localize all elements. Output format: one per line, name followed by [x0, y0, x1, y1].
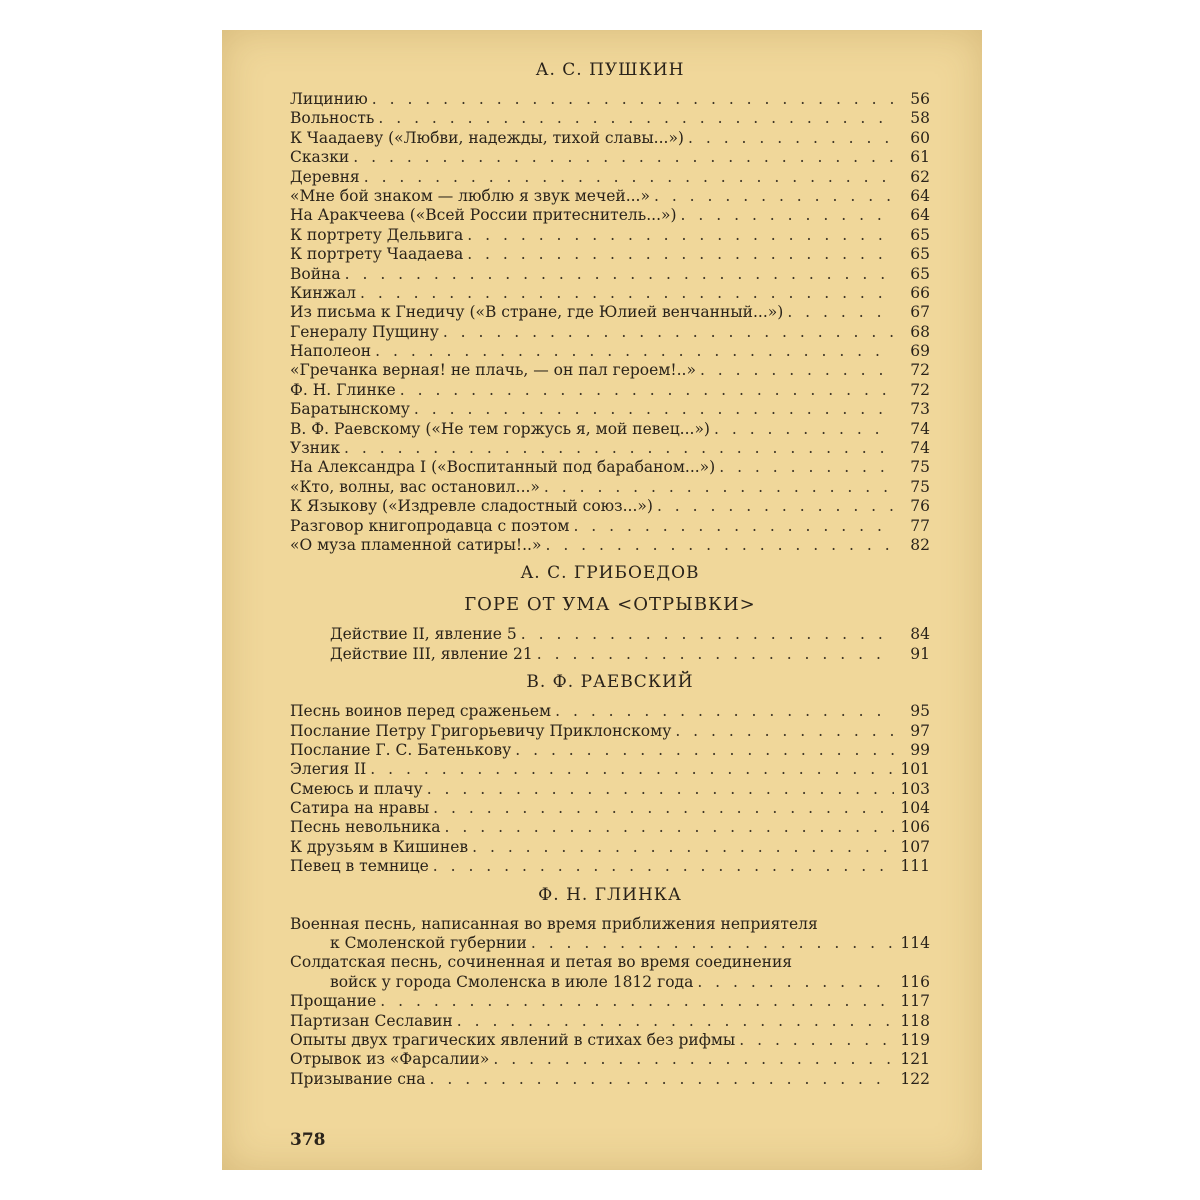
toc-entry — [290, 497, 930, 516]
leader-dots — [515, 741, 894, 760]
leader-dots — [681, 206, 894, 225]
toc-entry — [290, 741, 930, 760]
entry-title: «Кто, волны, вас остановил...» — [290, 477, 540, 496]
leader-dots — [433, 857, 894, 876]
entry-page: 114 — [900, 934, 930, 953]
toc-entry — [290, 645, 930, 664]
entry-title: Опыты двух трагических явлений в стихах без рифмы — [290, 1031, 736, 1049]
toc-entry — [290, 458, 930, 477]
toc-entry — [290, 992, 930, 1011]
toc-entry — [290, 90, 930, 109]
toc-entry — [290, 361, 930, 380]
toc-entry — [290, 702, 930, 721]
section-heading: А. С. ПУШКИН — [535, 60, 685, 80]
leader-dots — [360, 284, 894, 303]
toc-entry — [290, 722, 930, 741]
entry-page: 101 — [900, 760, 930, 779]
toc-entry — [290, 168, 930, 187]
section-subheading: ГОРЕ ОТ УМА <ОТРЫВКИ> — [464, 594, 756, 616]
entry-page: 74 — [910, 419, 930, 438]
entry-page: 73 — [910, 400, 930, 419]
leader-dots — [467, 226, 894, 245]
entry-page: 122 — [900, 1069, 930, 1088]
section-list — [290, 625, 930, 664]
toc-entry — [290, 838, 930, 857]
leader-dots — [787, 303, 894, 322]
leader-dots — [433, 799, 894, 818]
entry-page: 97 — [910, 721, 930, 740]
toc-entry — [290, 400, 930, 419]
entry-page: 111 — [900, 857, 930, 876]
entry-page: 69 — [910, 342, 930, 361]
entry-page: 99 — [910, 740, 930, 759]
entry-page: 64 — [910, 186, 930, 205]
entry-page: 65 — [910, 245, 930, 264]
leader-dots — [688, 129, 894, 148]
entry-page: 61 — [910, 148, 930, 167]
entry-title: К портрету Чаадаева — [290, 245, 464, 264]
leader-dots — [344, 439, 894, 458]
toc-entry — [290, 625, 930, 644]
entry-title: Послание Петру Григорьевичу Приклонскому — [290, 721, 672, 740]
entry-title: Певец в темнице — [290, 857, 429, 876]
leader-dots — [739, 1031, 894, 1050]
entry-title: Наполеон — [290, 342, 372, 361]
leader-dots — [573, 517, 894, 536]
section-list — [290, 90, 930, 555]
entry-title: Ф. Н. Глинке — [290, 380, 396, 399]
entry-title: Смеюсь и плачу — [290, 779, 423, 798]
leader-dots — [531, 934, 894, 953]
entry-title: К Языкову («Издревле сладостный союз...») — [290, 497, 653, 516]
section-list — [290, 702, 930, 877]
leader-dots — [472, 838, 894, 857]
entry-page: 60 — [910, 128, 930, 147]
leader-dots — [537, 645, 894, 664]
entry-title: Деревня — [290, 167, 360, 186]
entry-title: Действие III, явление 21 — [330, 644, 533, 663]
entry-title-line: Солдатская песнь, сочиненная и петая во время соединения — [290, 953, 793, 972]
entry-title: Партизан Сеславин — [290, 1011, 453, 1030]
entry-title: «О муза пламенной сатиры!..» — [290, 535, 542, 554]
entry-page: 106 — [900, 818, 930, 837]
leader-dots — [364, 168, 894, 187]
entry-page: 56 — [910, 89, 930, 108]
entry-title: В. Ф. Раевскому («Не тем горжусь я, мой певец...») — [290, 419, 710, 438]
leader-dots — [675, 722, 894, 741]
entry-title: «Гречанка верная! не плачь, — он пал героем!..» — [290, 361, 696, 380]
entry-page: 65 — [910, 225, 930, 244]
toc-entry — [290, 819, 930, 838]
leader-dots — [545, 536, 894, 555]
entry-page: 58 — [910, 109, 930, 128]
toc-entry — [290, 517, 930, 536]
toc-entry — [290, 245, 930, 264]
entry-page: 67 — [910, 303, 930, 322]
entry-page: 119 — [900, 1031, 930, 1049]
leader-dots — [427, 780, 894, 799]
entry-page: 103 — [900, 779, 930, 798]
leader-dots — [657, 497, 894, 516]
leader-dots — [700, 361, 894, 380]
leader-dots — [378, 109, 894, 128]
leader-dots — [430, 1070, 894, 1089]
entry-page: 72 — [910, 361, 930, 380]
entry-page: 72 — [910, 380, 930, 399]
toc-entry — [290, 109, 930, 128]
entry-page: 82 — [910, 535, 930, 554]
entry-page: 75 — [910, 458, 930, 477]
entry-title: войск у города Смоленска в июле 1812 года — [330, 972, 694, 991]
page-number: 378 — [290, 1130, 326, 1150]
entry-title: Действие II, явление 5 — [330, 625, 517, 644]
entry-page: 91 — [910, 644, 930, 663]
entry-title: К друзьям в Кишинев — [290, 837, 469, 856]
leader-dots — [353, 148, 894, 167]
entry-title: К портрету Дельвига — [290, 225, 464, 244]
toc-entry — [290, 284, 930, 303]
toc-entry — [290, 265, 930, 284]
toc-entry — [290, 1012, 930, 1031]
entry-page: 68 — [910, 322, 930, 341]
entry-title: На Александра I («Воспитанный под барабаном...») — [290, 458, 716, 477]
entry-page: 107 — [900, 837, 930, 856]
toc-entry — [290, 148, 930, 167]
toc-entry — [290, 1070, 930, 1089]
toc-entry — [290, 478, 930, 497]
leader-dots — [380, 992, 894, 1011]
entry-page: 116 — [900, 972, 930, 991]
entry-title: «Мне бой знаком — люблю я звук мечей...» — [290, 186, 650, 205]
entry-title: Лицинию — [290, 89, 368, 108]
toc-entry — [290, 129, 930, 148]
entry-title: Сказки — [290, 148, 350, 167]
toc-entry — [290, 1031, 930, 1050]
toc-entry — [290, 1050, 930, 1069]
entry-page: 95 — [910, 702, 930, 721]
entry-page: 64 — [910, 206, 930, 225]
entry-title: Песнь невольника — [290, 818, 441, 837]
toc-entry — [290, 536, 930, 555]
leader-dots — [457, 1012, 894, 1031]
leader-dots — [370, 760, 894, 779]
leader-dots — [443, 323, 894, 342]
entry-title: Прощание — [290, 992, 377, 1011]
entry-title: Разговор книгопродавца с поэтом — [290, 516, 570, 535]
leader-dots — [719, 458, 894, 477]
section-heading: А. С. ГРИБОЕДОВ — [520, 563, 700, 584]
toc-entry — [290, 799, 930, 818]
toc-entry — [290, 934, 930, 953]
entry-title: Узник — [290, 439, 341, 458]
entry-title: Генералу Пущину — [290, 322, 439, 341]
toc-entry — [290, 780, 930, 799]
leader-dots — [555, 702, 894, 721]
table-of-contents — [290, 52, 930, 1089]
toc-entry — [290, 226, 930, 245]
section-heading: В. Ф. РАЕВСКИЙ — [526, 672, 694, 693]
entry-page: 65 — [910, 264, 930, 283]
entry-title: Кинжал — [290, 283, 357, 302]
entry-page: 84 — [910, 625, 930, 644]
toc-entry — [290, 439, 930, 458]
section-heading: Ф. Н. ГЛИНКА — [538, 884, 682, 905]
toc-entry — [290, 973, 930, 992]
entry-title: Баратынскому — [290, 400, 410, 419]
entry-title: Призывание сна — [290, 1069, 426, 1088]
leader-dots — [697, 973, 894, 992]
entry-title: Из письма к Гнедичу («В стране, где Юлией венчанный...») — [290, 303, 784, 322]
entry-page: 62 — [910, 167, 930, 186]
leader-dots — [372, 90, 894, 109]
entry-page: 74 — [910, 439, 930, 458]
leader-dots — [493, 1050, 894, 1069]
leader-dots — [400, 381, 894, 400]
entry-page: 104 — [900, 799, 930, 818]
toc-entry — [290, 857, 930, 876]
leader-dots — [445, 818, 894, 837]
toc-entry — [290, 303, 930, 322]
toc-entry — [290, 381, 930, 400]
toc-entry — [290, 420, 930, 439]
toc-entry — [290, 323, 930, 342]
leader-dots — [375, 342, 894, 361]
entry-title-line: Военная песнь, написанная во время приближения неприятеля — [290, 914, 818, 933]
entry-title: Песнь воинов перед сраженьем — [290, 702, 552, 721]
toc-entry — [290, 206, 930, 225]
entry-page: 118 — [900, 1011, 930, 1030]
entry-title: Вольность — [290, 109, 375, 128]
entry-page: 76 — [910, 497, 930, 516]
toc-entry — [290, 342, 930, 361]
leader-dots — [544, 478, 894, 497]
entry-title: Элегия II — [290, 760, 367, 779]
leader-dots — [714, 420, 894, 439]
entry-page: 77 — [910, 516, 930, 535]
leader-dots — [414, 400, 894, 419]
entry-title: Сатира на нравы — [290, 799, 430, 818]
book-page — [222, 30, 982, 1170]
entry-page: 121 — [900, 1050, 930, 1069]
toc-entry — [290, 760, 930, 779]
entry-title: Война — [290, 264, 341, 283]
entry-title: к Смоленской губернии — [330, 934, 527, 953]
entry-page: 117 — [900, 992, 930, 1011]
leader-dots — [521, 625, 894, 644]
entry-title: К Чаадаеву («Любви, надежды, тихой славы...») — [290, 128, 684, 147]
entry-title: Отрывок из «Фарсалии» — [290, 1050, 490, 1069]
entry-title: На Аракчеева («Всей России притеснитель...») — [290, 206, 677, 225]
entry-page: 66 — [910, 283, 930, 302]
leader-dots — [467, 245, 894, 264]
entry-page: 75 — [910, 477, 930, 496]
section-list — [290, 915, 930, 1090]
leader-dots — [345, 265, 894, 284]
entry-title: Послание Г. С. Батенькову — [290, 740, 512, 759]
leader-dots — [654, 187, 894, 206]
toc-entry — [290, 187, 930, 206]
